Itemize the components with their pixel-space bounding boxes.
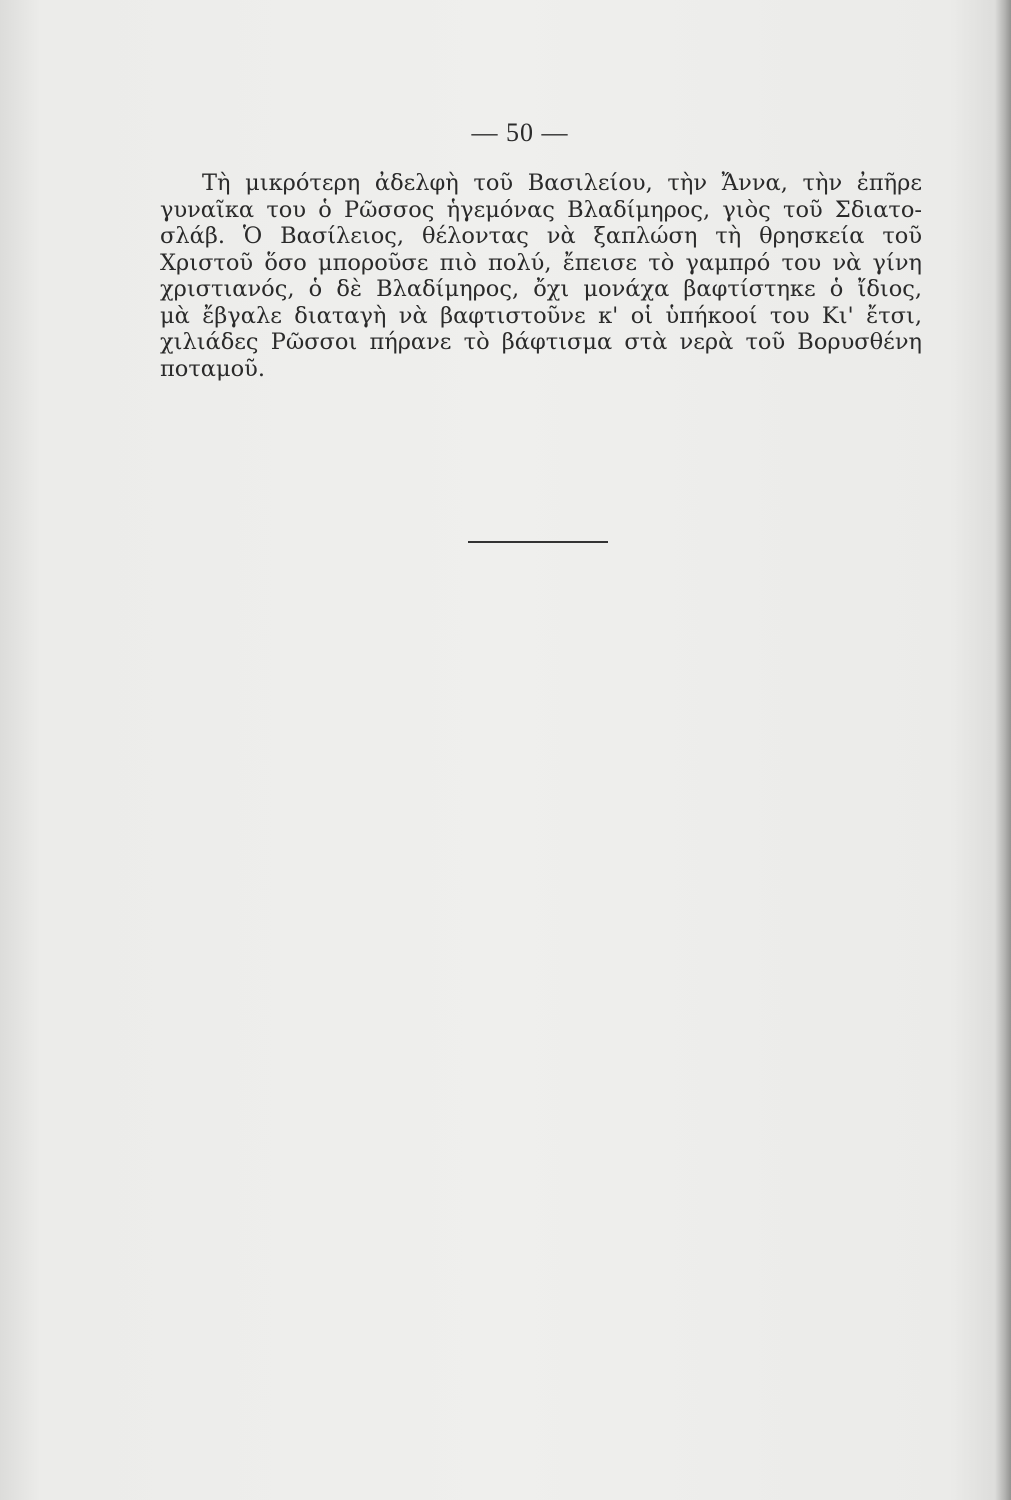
paragraph-line: Τὴ μικρότερη ἀδελφὴ τοῦ Βασιλείου, τὴν Ἄννα, τὴν ἐπῆρε — [202, 170, 922, 196]
paragraph-line: χριστιανός, ὁ δὲ Βλαδίμηρος, ὄχι μονάχα βαφτίστηκε ὁ ἴδιος, — [160, 276, 922, 302]
paragraph-line: μὰ ἔβγαλε διαταγὴ νὰ βαφτιστοῦνε κ' οἱ ὑπήκοοί του Κι' ἔτσι, — [160, 302, 922, 329]
paragraph-line: ποταμοῦ. — [160, 355, 265, 382]
page-number: — 50 — — [471, 118, 569, 147]
paragraph-line: γυναῖκα του ὁ Ρῶσσος ἡγεμόνας Βλαδίμηρος, γιὸς τοῦ Σδιατο- — [160, 196, 922, 223]
page-edge-shadow — [995, 0, 1011, 1500]
paragraph — [160, 170, 922, 382]
paragraph-line: Χριστοῦ ὅσο μποροῦσε πιὸ πολύ, ἔπεισε τὸ γαμπρό του νὰ γίνη — [160, 249, 922, 276]
paragraph-line: χιλιάδες Ρῶσσοι πήρανε τὸ βάφτισμα στὰ νερὰ τοῦ Βορυσθένη — [160, 329, 922, 355]
paragraph-line: σλάβ. Ὁ Βασίλειος, θέλοντας νὰ ξαπλώση τὴ θρησκεία τοῦ — [160, 223, 922, 249]
section-divider — [468, 541, 608, 543]
